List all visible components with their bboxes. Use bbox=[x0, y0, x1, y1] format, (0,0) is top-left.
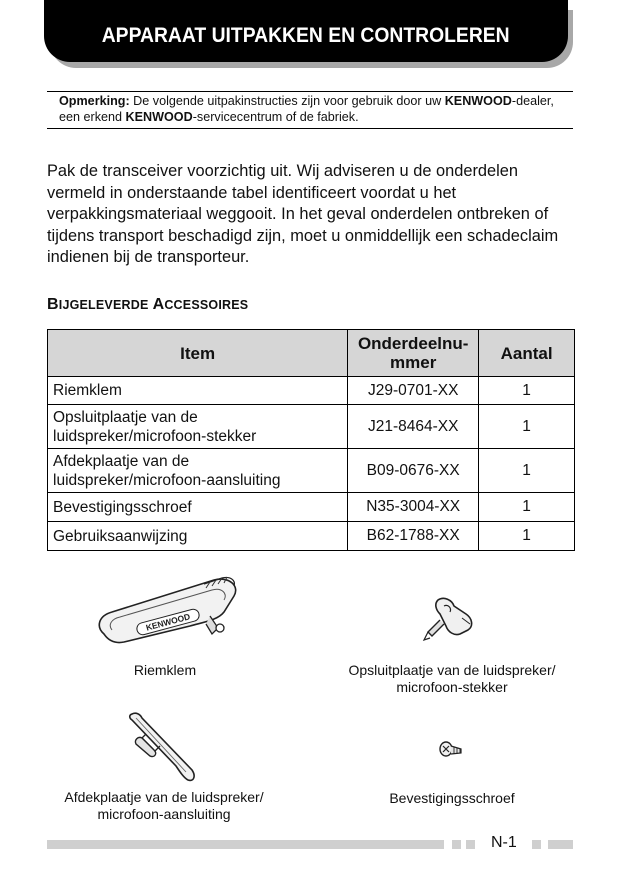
table-header-row bbox=[48, 330, 575, 377]
table-row bbox=[48, 405, 575, 449]
cell-code: N35-3004-XX bbox=[348, 493, 479, 522]
note-text-1: De volgende uitpakinstructies zijn voor gebruik door uw bbox=[129, 94, 445, 108]
page-number: N-1 bbox=[491, 834, 517, 851]
note-text-2: -dealer, een erkend bbox=[59, 94, 554, 124]
cell-qty: 1 bbox=[479, 405, 575, 449]
cell-code: B09-0676-XX bbox=[348, 449, 479, 493]
note-label: Opmerking: bbox=[59, 94, 130, 108]
table-row bbox=[48, 377, 575, 405]
belt-clip-logo: KENWOOD bbox=[144, 611, 192, 633]
jack-cover-illustration bbox=[124, 710, 204, 784]
header-item: Item bbox=[48, 330, 348, 377]
chapter-header bbox=[44, 0, 568, 62]
caption-screw: Bevestigingsschroef bbox=[389, 790, 515, 806]
header-part-number: Onderdeelnu- mmer bbox=[348, 330, 479, 377]
cell-code: J29-0701-XX bbox=[348, 377, 479, 405]
header-quantity: Aantal bbox=[479, 330, 575, 377]
intro-paragraph: Pak de transceiver voorzichtig uit. Wij adviseren u de onderdelen vermeld in onderstaande tabel identificeert voordat u het verpakkingsmateriaal weggooit. In het geval onderdelen ontbreken of tijdens transport beschadigd zijn, moet u onmiddellijk een schadeclaim indienen bij de transporteur. bbox=[47, 162, 559, 266]
note-brand-1: KENWOOD bbox=[444, 94, 512, 108]
cell-qty: 1 bbox=[479, 377, 575, 405]
cell-item: Afdekplaatje van de luidspreker/microfoon-aansluiting bbox=[48, 449, 348, 493]
footer-square bbox=[466, 840, 475, 849]
table-row bbox=[48, 449, 575, 493]
screw-illustration bbox=[438, 740, 464, 762]
caption-plug-retainer: Opsluitplaatje van de luidspreker/ microfoon-stekker bbox=[348, 662, 556, 695]
cell-qty: 1 bbox=[479, 449, 575, 493]
cell-code: B62-1788-XX bbox=[348, 522, 479, 551]
cell-item: Opsluitplaatje van de luidspreker/microfoon-stekker bbox=[48, 405, 348, 449]
footer-bar-left bbox=[47, 840, 444, 849]
cell-item: Bevestigingsschroef bbox=[48, 493, 348, 522]
cell-qty: 1 bbox=[479, 522, 575, 551]
chapter-title: APPARAAT UITPAKKEN EN CONTROLEREN bbox=[102, 24, 510, 47]
caption-jack-cover: Afdekplaatje van de luidspreker/ microfoon-aansluiting bbox=[64, 789, 264, 822]
accessories-table bbox=[47, 329, 575, 551]
table-row bbox=[48, 522, 575, 551]
cell-code: J21-8464-XX bbox=[348, 405, 479, 449]
table-row bbox=[48, 493, 575, 522]
caption-belt-clip: Riemklem bbox=[133, 662, 197, 678]
note-text-3: -servicecentrum of de fabriek. bbox=[192, 109, 359, 124]
belt-clip-illustration bbox=[94, 572, 244, 652]
note-box bbox=[47, 91, 573, 129]
section-title: BIJGELEVERDE ACCESSOIRES bbox=[47, 296, 249, 313]
cell-item: Riemklem bbox=[48, 377, 348, 405]
cell-qty: 1 bbox=[479, 493, 575, 522]
footer-bar-right bbox=[548, 840, 573, 849]
note-brand-2: KENWOOD bbox=[125, 109, 193, 124]
footer-square bbox=[532, 840, 541, 849]
footer-square bbox=[452, 840, 461, 849]
plug-retainer-illustration bbox=[418, 594, 478, 646]
cell-item: Gebruiksaanwijzing bbox=[48, 522, 348, 551]
